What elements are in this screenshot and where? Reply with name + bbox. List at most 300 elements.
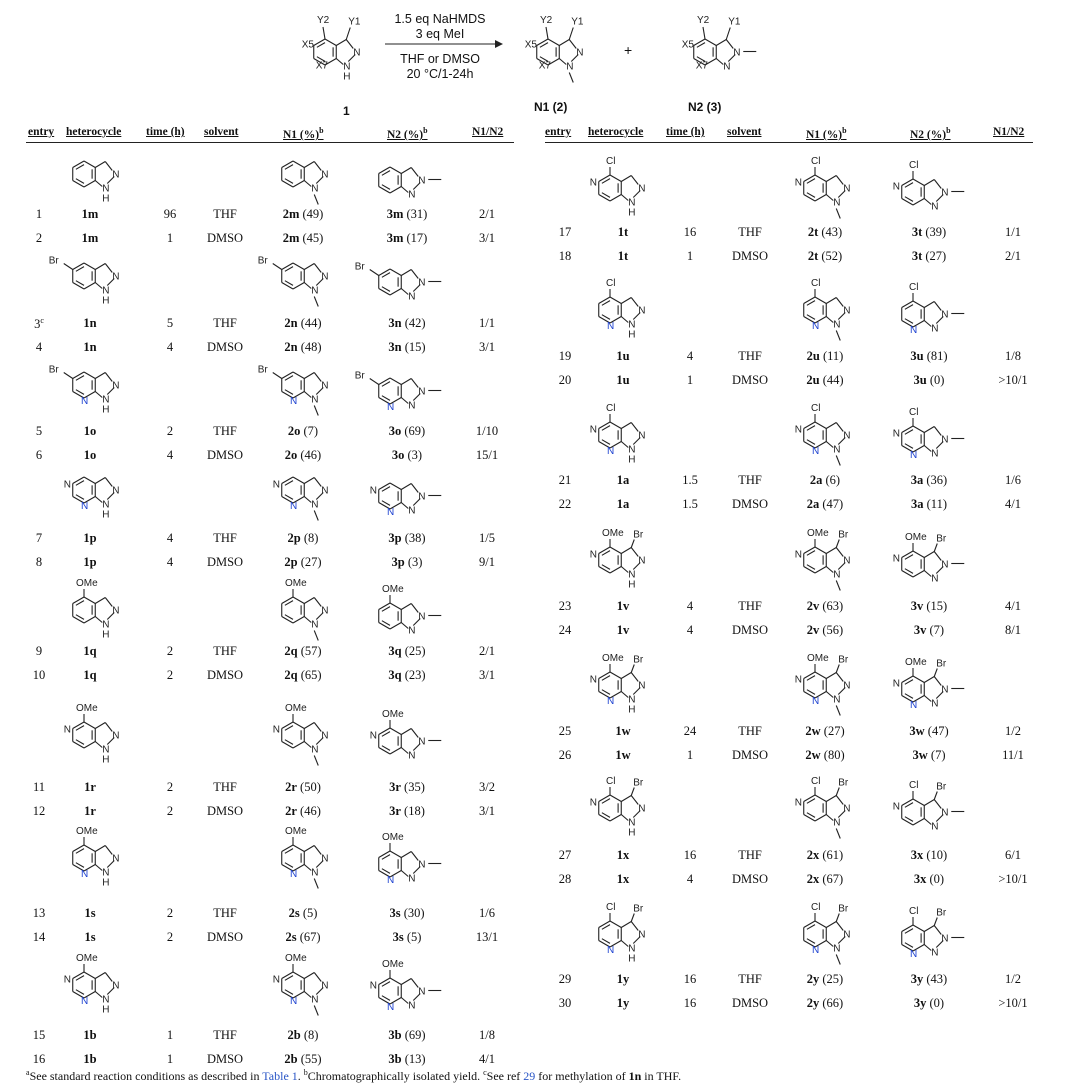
n1-yield-cell-compound: 2r (285, 804, 297, 818)
entry-number: 30 (558, 996, 572, 1010)
ring-bond (902, 301, 913, 308)
time-cell: 2 (166, 780, 174, 794)
ring-nitrogen-label: N (63, 479, 71, 491)
ratio-cell: 1/5 (479, 531, 495, 545)
time-cell: 4 (166, 531, 174, 545)
nitrogen-label: N (931, 821, 939, 833)
ring-nitrogen-label: N (794, 674, 802, 686)
heterocycle-cell: 1v (616, 599, 630, 613)
ring-bond (379, 187, 390, 194)
methyl-bond (314, 297, 318, 307)
ring-nitrogen-label: N (290, 996, 298, 1007)
ring-bond (913, 199, 924, 206)
n1-yield-cell-compound: 2u (806, 349, 820, 363)
methyl-bond (836, 829, 840, 839)
nitrogen-label: N (833, 817, 841, 829)
ring-bond (304, 283, 311, 289)
nitrogen-label: N (408, 750, 416, 762)
n1-yield-cell-compound: 2v (806, 599, 820, 613)
n1-yield-cell-yield: (48) (300, 340, 322, 354)
entry-number: 23 (558, 599, 572, 613)
x5-label: X5 (524, 39, 537, 51)
ring-bond (411, 979, 418, 988)
ring-bond (401, 852, 411, 858)
structure-n1-product (258, 365, 329, 416)
entry-number: 24 (558, 623, 572, 637)
ring-bond (913, 925, 924, 932)
ring-bond (836, 176, 843, 185)
bromine-label: Br (633, 529, 644, 541)
structure-n2-product (902, 282, 965, 336)
nitrogen-label: N (418, 859, 426, 871)
ring-bond (293, 161, 304, 168)
ring-bond (913, 819, 924, 826)
n2-yield-cell-yield: (25) (404, 644, 426, 658)
ring-bond (599, 195, 610, 202)
time-cell: 4 (686, 349, 694, 363)
hydrogen-label: H (102, 404, 110, 416)
heterocycle-cell: 1v (616, 623, 630, 637)
ratio-cell: 9/1 (479, 555, 495, 569)
header-heterocycle: heterocycle (66, 126, 122, 138)
ring-bond (379, 378, 390, 385)
methyl-bond (836, 581, 840, 591)
ratio-cell: 6/1 (1005, 848, 1021, 862)
ring-bond (621, 941, 628, 947)
n1-yield-cell-yield: (57) (300, 644, 322, 658)
ring-bond (105, 723, 112, 732)
ring-bond (401, 187, 408, 193)
hydrogen-label: H (628, 454, 636, 466)
nitrogen-label: N (576, 47, 584, 59)
solvent-cell: DMSO (206, 555, 244, 569)
chlorine-label: Cl (606, 278, 616, 289)
methoxy-label: OMe (285, 826, 307, 837)
ring-bond (902, 819, 913, 826)
n2-yield-cell-yield: (15) (404, 340, 426, 354)
nitrogen-label: N (408, 189, 416, 201)
solvent-cell: DMSO (206, 340, 244, 354)
n2-yield-cell-compound: 3n (388, 340, 402, 354)
structure-n2-product (893, 407, 965, 461)
ring-bond (84, 283, 95, 290)
bromine-label: Br (838, 654, 849, 666)
nitrogen-label: N (843, 929, 851, 941)
ring-bond (411, 604, 418, 613)
bromine-label: Br (838, 529, 849, 541)
structure-n1-product (282, 578, 329, 641)
ring-bond (73, 181, 84, 188)
ratio-cell: 1/1 (1005, 225, 1021, 239)
ring-bond (105, 264, 112, 273)
structure-starting-material (73, 161, 120, 205)
hydrogen-label: H (102, 509, 110, 521)
footnote-table-link[interactable]: Table 1 (262, 1069, 298, 1083)
footnote-sup-b: b (303, 1068, 308, 1077)
ring-bond (84, 161, 95, 168)
ring-bond (913, 551, 924, 558)
ring-bond (599, 422, 610, 429)
ring-bond (304, 992, 311, 998)
heterocycle-cell: 1s (84, 906, 96, 920)
ring-bond (282, 617, 293, 624)
header-n1-sup: b (319, 126, 324, 135)
ring-bond (293, 722, 304, 729)
nitrogen-label: N (843, 430, 851, 442)
ring-nitrogen-label: N (812, 696, 820, 707)
header-time: time (h) (666, 126, 705, 138)
time-cell: 2 (166, 930, 174, 944)
footnote-sup-c: c (483, 1068, 487, 1077)
chlorine-label: Cl (606, 156, 616, 167)
ring-bond (84, 181, 95, 188)
structure-n1-product (273, 953, 329, 1016)
bromine-label: Br (838, 777, 849, 789)
ring-bond (610, 297, 621, 304)
nitrogen-label: N (311, 394, 319, 406)
nitrogen-label: N (418, 386, 426, 398)
ring-bond (836, 548, 843, 557)
structure-n2-product (893, 160, 965, 213)
ring-bond (924, 677, 934, 683)
bromine-label: Br (257, 364, 268, 376)
methoxy-label: OMe (602, 528, 624, 539)
n1-yield-cell-compound: 2w (805, 748, 821, 762)
n2-yield-cell-yield: (23) (404, 668, 426, 682)
nitrogen-label: N (112, 730, 120, 742)
ring-bond (314, 846, 321, 855)
ring-bond (599, 672, 610, 679)
heterocycle-cell: 1r (84, 804, 96, 818)
ring-bond (84, 742, 95, 749)
ring-bond (924, 800, 934, 806)
n1-yield-cell-yield: (50) (300, 780, 321, 794)
footnote-text4: See ref (486, 1069, 521, 1083)
ratio-cell: 13/1 (475, 930, 499, 944)
heterocycle-cell: 1q (83, 644, 97, 658)
n2-yield-cell-compound: 3m (386, 207, 404, 221)
ring-bond (105, 598, 112, 607)
ring-bond (621, 922, 631, 928)
solvent-cell: THF (738, 972, 762, 986)
ring-bond (610, 547, 621, 554)
nitrogen-label: N (408, 400, 416, 412)
hydrogen-label: H (628, 827, 636, 839)
ring-bond (804, 672, 815, 679)
ring-bond (815, 547, 826, 554)
nitrogen-label: N (102, 183, 110, 195)
nitrogen-label: N (628, 444, 636, 456)
nitrogen-label: N (843, 555, 851, 567)
n1-yield-cell-yield: (11) (822, 349, 844, 363)
n1-yield-cell-yield: (7) (303, 424, 319, 438)
chlorine-label: Cl (606, 776, 616, 787)
ring-bond (401, 270, 411, 276)
methoxy-label: OMe (76, 826, 98, 837)
ring-bond (95, 617, 102, 623)
chlorine-label: Cl (909, 780, 919, 791)
header-n1-sup: b (842, 126, 847, 135)
ratio-cell: 2/1 (1005, 249, 1021, 263)
time-cell: 16 (683, 225, 697, 239)
ring-nitrogen-label: N (910, 700, 918, 711)
entry-number: 15 (32, 1028, 46, 1042)
ring-bond (804, 195, 815, 202)
entry-number: 21 (558, 473, 572, 487)
solvent-cell: DMSO (731, 497, 769, 511)
nitrogen-label: N (311, 183, 319, 195)
nitrogen-label: N (931, 323, 939, 335)
footnote-ref-link[interactable]: 29 (523, 1069, 536, 1083)
methoxy-label: OMe (76, 703, 98, 714)
ring-bond (826, 796, 836, 802)
n2-label: N2 (3) (688, 100, 722, 114)
chlorine-label: Cl (811, 902, 821, 913)
nitrogen-label: N (638, 555, 646, 567)
n2-yield-cell-yield: (30) (403, 906, 425, 920)
ring-bond (924, 180, 934, 186)
nitrogen-label: N (102, 867, 110, 879)
n1-yield-cell-yield: (44) (300, 316, 322, 330)
ring-bond (314, 723, 321, 732)
heterocycle-cell: 1x (616, 848, 630, 862)
structure-n2-product (379, 167, 442, 201)
ring-bond (282, 972, 293, 979)
entry-number: 2 (35, 231, 43, 245)
ring-bond (610, 815, 621, 822)
ring-bond (411, 270, 418, 279)
n2-yield-cell-yield: (7) (930, 748, 946, 762)
ring-bond (390, 851, 401, 858)
ring-bond (84, 617, 95, 624)
ring-bond (314, 478, 321, 487)
n2-yield-cell-yield: (11) (926, 497, 947, 511)
ring-bond (826, 692, 833, 698)
structure-starting-material (64, 953, 120, 1016)
methyl-bond (836, 955, 840, 965)
nitrogen-label: N (408, 625, 416, 637)
time-cell: 2 (166, 668, 174, 682)
n1-yield-cell-yield: (8) (303, 1028, 319, 1042)
ring-bond (293, 617, 304, 624)
n1-yield-cell-compound: 2q (284, 668, 298, 682)
ring-bond (902, 571, 913, 578)
n2-yield-cell-yield: (38) (404, 531, 426, 545)
substituent-bond (836, 665, 839, 673)
ring-bond (95, 264, 105, 270)
methyl-bond (314, 1006, 318, 1016)
ring-bond (73, 283, 84, 290)
ring-bond (314, 598, 321, 607)
nitrogen-label: N (112, 980, 120, 992)
ring-bond (610, 795, 621, 802)
ring-bond (934, 180, 941, 189)
nitrogen-label: N (833, 444, 841, 456)
ring-nitrogen-label: N (81, 396, 89, 407)
entry-number: 19 (558, 349, 572, 363)
ring-bond (621, 692, 628, 698)
time-cell: 16 (683, 972, 697, 986)
n1-yield-cell-compound: 2y (806, 996, 820, 1010)
n1-yield-cell-yield: (56) (822, 623, 844, 637)
ring-bond (804, 815, 815, 822)
header-n2: N2 (%) (910, 128, 947, 141)
ring-bond (84, 722, 95, 729)
n2-yield-cell-compound: 3u (910, 349, 924, 363)
ring-nitrogen-label: N (387, 1002, 395, 1013)
n1-yield-cell-compound: 2s (285, 930, 297, 944)
ring-bond (293, 972, 304, 979)
ring-bond (621, 176, 631, 182)
ratio-cell: 8/1 (1005, 623, 1021, 637)
ring-bond (815, 567, 826, 574)
nitrogen-label: N (833, 943, 841, 955)
ring-bond (95, 478, 105, 484)
header-n1: N1 (%) (806, 128, 843, 141)
substituent-bond (934, 918, 937, 926)
nitrogen-label: N (343, 61, 351, 73)
ring-bond (390, 728, 401, 735)
ring-nitrogen-label: N (892, 553, 900, 565)
ring-nitrogen-label: N (290, 501, 298, 512)
methyl-bond (314, 879, 318, 889)
n1-yield-cell-compound: 2r (285, 780, 297, 794)
ring-bond (95, 992, 102, 998)
substituent-bond (934, 669, 937, 677)
ring-bond (304, 162, 314, 168)
ring-bond (105, 162, 112, 171)
methoxy-label: OMe (285, 703, 307, 714)
solvent-cell: THF (213, 780, 237, 794)
ring-bond (390, 187, 401, 194)
structure-starting-material (73, 578, 120, 641)
n2-yield-cell-compound: 3p (391, 555, 405, 569)
ratio-cell: 1/6 (479, 906, 495, 920)
nitrogen-label: N (941, 807, 949, 819)
nitrogen-label: N (112, 271, 120, 283)
ring-nitrogen-label: N (892, 428, 900, 440)
ring-bond (73, 263, 84, 270)
ring-bond (411, 379, 418, 388)
n2-yield-cell-yield: (17) (406, 231, 428, 245)
chlorine-label: Cl (811, 278, 821, 289)
substituent-bond (64, 373, 73, 379)
nitrogen-label: N (418, 277, 426, 289)
heterocycle-cell: 1m (81, 207, 99, 221)
ring-bond (902, 199, 913, 206)
ratio-cell: 4/1 (479, 1052, 495, 1066)
methoxy-label: OMe (382, 709, 404, 720)
nitrogen-label: N (311, 744, 319, 756)
ring-nitrogen-label: N (794, 797, 802, 809)
solvent-cell: THF (738, 473, 762, 487)
n2-yield-cell-compound: 3r (389, 780, 401, 794)
time-cell: 1 (686, 249, 694, 263)
bromine-label: Br (354, 261, 365, 273)
ring-bond (379, 748, 390, 755)
ring-bond (379, 167, 390, 174)
footnote-sup-a: a (26, 1068, 30, 1077)
ratio-cell: 2/1 (479, 644, 495, 658)
structure-n1-product (795, 403, 851, 466)
solvent-cell: DMSO (731, 249, 769, 263)
solvent-cell: DMSO (731, 872, 769, 886)
nitrogen-label: N (628, 943, 636, 955)
n2-yield-cell-yield: (43) (926, 972, 948, 986)
ring-bond (401, 998, 408, 1004)
x7-label: X7 (538, 60, 551, 72)
methoxy-label: OMe (382, 959, 404, 970)
methyl-bond (836, 706, 840, 716)
nitrogen-label: N (321, 605, 329, 617)
entry-number: 3 (34, 317, 41, 332)
solvent-cell: THF (213, 644, 237, 658)
entry-number: 25 (558, 724, 572, 738)
footnote-text5: for methylation of (538, 1069, 626, 1083)
nitrogen-label: N (931, 448, 939, 460)
time-cell: 5 (166, 316, 174, 330)
nitrogen-label: N (102, 394, 110, 406)
ring-bond (826, 195, 833, 201)
time-cell: 1 (166, 1052, 174, 1066)
entry-number: 8 (35, 555, 43, 569)
time-cell: 4 (166, 340, 174, 354)
nitrogen-label: N (102, 994, 110, 1006)
ratio-cell: 3/1 (479, 668, 495, 682)
header-n2-sup: b (946, 126, 951, 135)
entry-number: 26 (558, 748, 572, 762)
ring-bond (401, 604, 411, 610)
ring-bond (902, 799, 913, 806)
ring-bond (105, 373, 112, 382)
ring-nitrogen-label: N (369, 730, 377, 742)
ring-bond (411, 484, 418, 493)
ring-bond (282, 181, 293, 188)
structure-starting-material (590, 776, 646, 839)
ring-bond (924, 199, 931, 205)
ring-nitrogen-label: N (369, 485, 377, 497)
nitrogen-label: N (321, 853, 329, 865)
n1-yield-cell-yield: (8) (303, 531, 319, 545)
ring-bond (599, 815, 610, 822)
structure-n2-product (893, 657, 965, 711)
structure-n2-product (379, 832, 442, 886)
entry-number: 7 (35, 531, 43, 545)
y2-label: Y2 (697, 15, 710, 26)
y2-label: Y2 (540, 15, 553, 26)
footnote-text2: . (297, 1069, 301, 1083)
ring-bond (621, 317, 628, 323)
ring-bond (411, 852, 418, 861)
bromine-label: Br (936, 781, 947, 793)
ring-nitrogen-label: N (812, 446, 820, 457)
ring-bond (390, 623, 401, 630)
solvent-cell: DMSO (206, 448, 244, 462)
ring-bond (73, 372, 84, 379)
n1-yield-cell-compound: 2a (809, 473, 823, 487)
ring-nitrogen-label: N (387, 507, 395, 518)
methyl-bond (836, 209, 840, 219)
n1-yield-cell-compound: 2x (806, 872, 820, 886)
time-cell: 16 (683, 848, 697, 862)
ring-bond (95, 373, 105, 379)
ring-nitrogen-label: N (81, 996, 89, 1007)
n1-yield-cell-compound: 2v (806, 623, 820, 637)
ring-nitrogen-label: N (63, 724, 71, 736)
ring-bond (621, 298, 631, 304)
n1-yield-cell-yield: (66) (822, 996, 844, 1010)
nitrogen-label: N (311, 619, 319, 631)
